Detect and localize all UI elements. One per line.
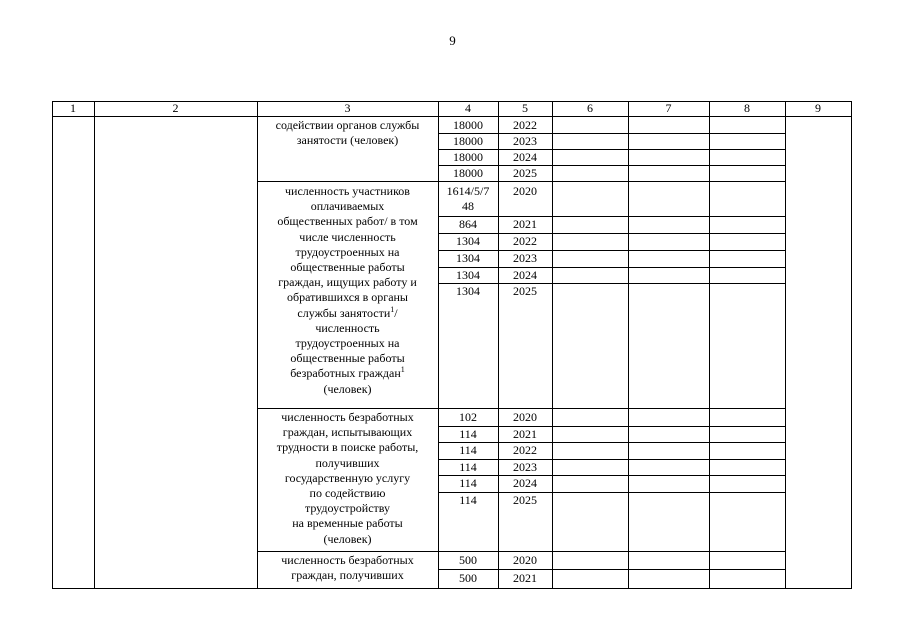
value-cell: 114 bbox=[459, 460, 477, 474]
year-cell: 2021 bbox=[513, 427, 537, 441]
value-cell: 114 bbox=[459, 427, 477, 441]
value-cell: 18000 bbox=[453, 150, 483, 164]
year-cell: 2025 bbox=[513, 493, 537, 507]
value-cell: 1304 bbox=[456, 251, 480, 265]
value-cell: 102 bbox=[459, 410, 477, 424]
column-header-7: 7 bbox=[665, 101, 672, 115]
column-header-9: 9 bbox=[815, 101, 821, 115]
column-header-5: 5 bbox=[522, 101, 528, 115]
value-cell: 18000 bbox=[453, 134, 483, 148]
value-cell: 500 bbox=[459, 553, 477, 567]
year-cell: 2020 bbox=[513, 553, 537, 567]
value-cell: 114 bbox=[459, 443, 477, 457]
year-cell: 2020 bbox=[513, 184, 537, 198]
column-header-6: 6 bbox=[587, 101, 593, 115]
indicator-text: численность безработных граждан, испытывающих трудности в поиске работы, получивших государственную услугу по содействию трудоустройству на временные работы (человек) bbox=[276, 410, 419, 546]
data-table bbox=[52, 101, 852, 589]
year-cell: 2020 bbox=[513, 410, 537, 424]
value-cell: 114 bbox=[459, 493, 477, 507]
value-cell: 1304 bbox=[456, 234, 480, 248]
year-cell: 2024 bbox=[513, 268, 537, 282]
value-cell: 864 bbox=[459, 217, 477, 231]
year-cell: 2025 bbox=[513, 284, 537, 298]
column-header-3: 3 bbox=[344, 101, 351, 115]
value-cell: 500 bbox=[459, 571, 477, 585]
page-number: 9 bbox=[449, 33, 456, 48]
column-header-2: 2 bbox=[172, 101, 179, 115]
year-cell: 2022 bbox=[513, 118, 537, 132]
year-cell: 2023 bbox=[513, 251, 537, 265]
value-cell: 18000 bbox=[453, 118, 483, 132]
year-cell: 2021 bbox=[513, 217, 537, 231]
footnote-mark: 1 bbox=[400, 365, 405, 375]
year-cell: 2023 bbox=[513, 460, 537, 474]
year-cell: 2022 bbox=[513, 443, 537, 457]
year-cell: 2025 bbox=[513, 166, 537, 180]
value-cell: 1304 bbox=[456, 268, 480, 282]
year-cell: 2023 bbox=[513, 134, 537, 148]
indicator-text: численность участников оплачиваемых общественных работ/ в том числе численность трудоустроенных на общественные работы граждан, ищущих работу и обратившихся в органы службы занятости$^1$/ численность трудоустроенных на общественные работы безработных граждан$^1$ (человек) bbox=[277, 184, 418, 396]
year-cell: 2024 bbox=[513, 150, 537, 164]
value-cell: 1614/5/7 48 bbox=[446, 184, 490, 214]
value-cell: 114 bbox=[459, 476, 477, 490]
year-cell: 2024 bbox=[513, 476, 537, 490]
value-cell: 18000 bbox=[453, 166, 483, 180]
column-header-8: 8 bbox=[744, 101, 750, 115]
year-cell: 2021 bbox=[513, 571, 537, 585]
footnote-mark: 1 bbox=[390, 304, 395, 314]
indicator-text: численность безработных граждан, получивших bbox=[281, 553, 414, 583]
column-header-4: 4 bbox=[465, 101, 471, 115]
indicator-text: содействии органов службы занятости (человек) bbox=[275, 118, 420, 148]
value-cell: 1304 bbox=[456, 284, 480, 298]
column-header-1: 1 bbox=[70, 101, 76, 115]
year-cell: 2022 bbox=[513, 234, 537, 248]
